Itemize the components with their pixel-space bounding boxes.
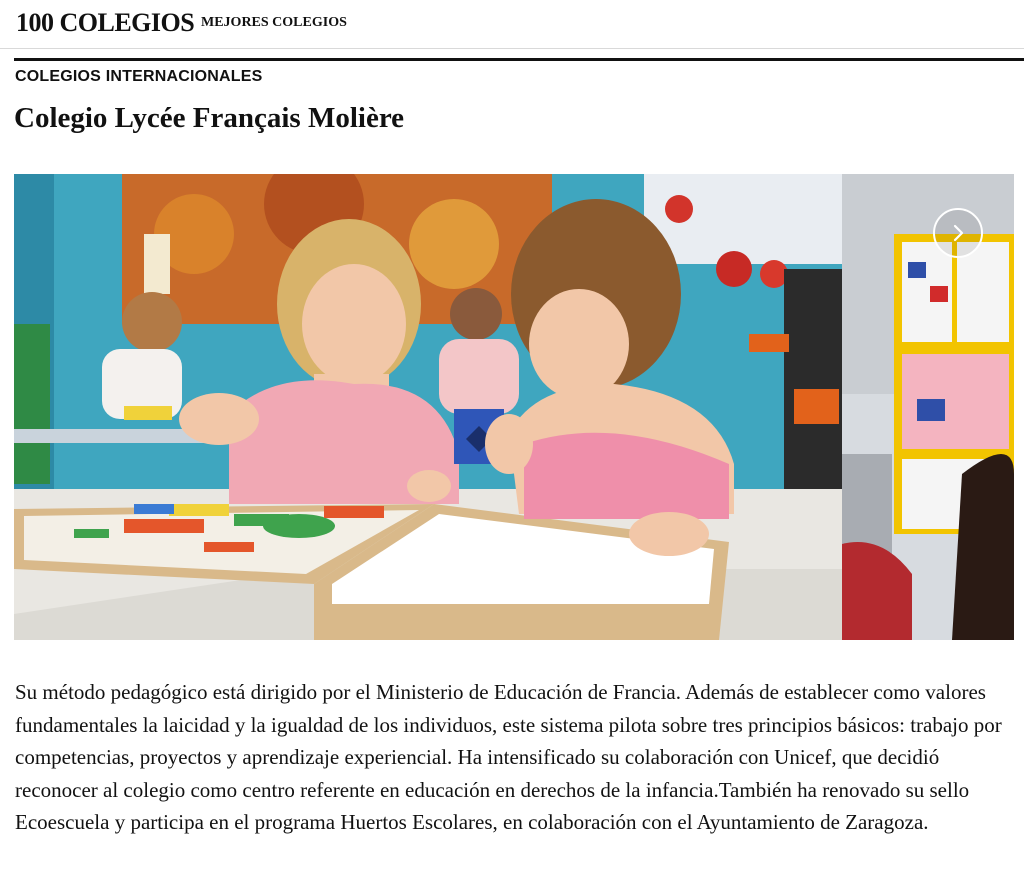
section-link-mejores-colegios[interactable]: MEJORES COLEGIOS bbox=[201, 15, 347, 30]
classroom-photo bbox=[14, 174, 842, 640]
chevron-right-icon bbox=[948, 223, 968, 243]
section-divider bbox=[14, 58, 1024, 61]
article-body: Su método pedagógico está dirigido por el Ministerio de Educación de Francia. Además de establecer como valores fundamentales la laicidad y la igualdad de los individuos, este sistema pilota sobre tres principios básicos: trabajo por competencias, proyectos y aprendizaje experiencial. Ha intensificado su colaboración con Unicef, que decidió reconocer al colegio como centro referente en educación en derechos de la infancia.También ha renovado su sello Ecoescuela y participa en el programa Huertos Escolares, en colaboración con el Ayuntamiento de Zaragoza. bbox=[15, 680, 1002, 834]
classroom-poster-photo bbox=[842, 174, 1014, 640]
site-logo[interactable]: 100 COLEGIOS bbox=[16, 8, 195, 37]
top-bar bbox=[0, 0, 1024, 49]
gallery-next-button[interactable] bbox=[933, 208, 983, 258]
article-category[interactable]: COLEGIOS INTERNACIONALES bbox=[15, 68, 263, 85]
gallery-slide-current bbox=[14, 174, 842, 640]
gallery-slide-next-preview[interactable] bbox=[842, 174, 1014, 640]
photo-gallery bbox=[14, 174, 1014, 640]
article-title: Colegio Lycée Français Molière bbox=[14, 102, 405, 134]
